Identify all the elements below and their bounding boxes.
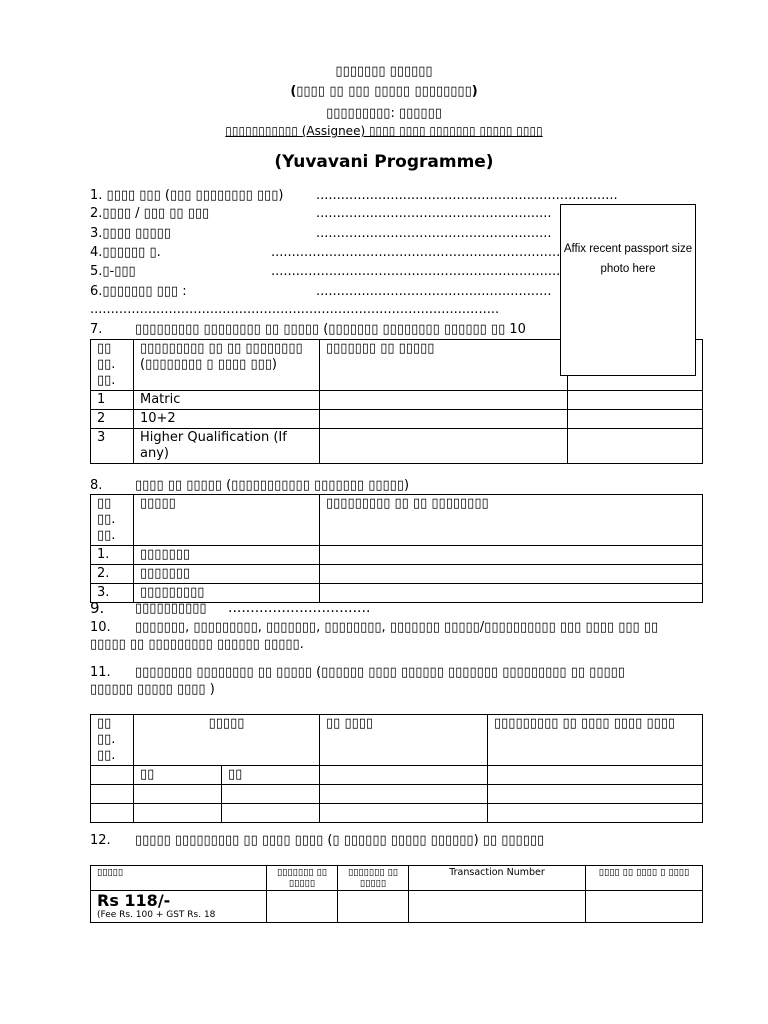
table-cell[interactable]	[320, 804, 488, 823]
fee-amount-cell	[91, 891, 267, 923]
language-table	[90, 494, 703, 603]
table-header: ▯▯ ▯▯▯▯	[320, 715, 488, 766]
fee-amount: Rs 118/-	[97, 891, 171, 910]
table-row	[91, 766, 703, 785]
table-row	[91, 429, 703, 464]
table-cell[interactable]	[338, 891, 409, 923]
photo-box-label: Affix recent passport size photo here	[563, 243, 693, 275]
section-11-number: 11.	[90, 665, 111, 680]
experience-table	[90, 714, 703, 823]
section-11-line2: ▯▯▯▯▯▯ ▯▯▯▯▯ ▯▯▯▯ )	[90, 682, 215, 697]
table-cell: 2.	[91, 565, 134, 584]
table-header: ▯▯ ▯▯. ▯▯.	[91, 495, 134, 546]
field-address-label: 6.▯▯▯▯▯▯▯ ▯▯▯ :	[90, 284, 187, 299]
table-cell: Higher Qualification (If any)	[134, 429, 320, 464]
table-cell	[91, 766, 134, 785]
table-header: ▯▯▯▯▯▯▯▯▯ ▯▯ ▯▯ ▯▯▯▯▯▯▯▯	[320, 495, 703, 546]
table-row	[91, 410, 703, 429]
field-mobile-input[interactable]: ......................................................................	[271, 245, 561, 260]
table-row	[91, 804, 703, 823]
field-father-name-label: 2.▯▯▯▯ / ▯▯▯ ▯▯ ▯▯▯	[90, 206, 210, 221]
table-header: ▯▯▯▯ ▯▯ ▯▯▯▯ ▯ ▯▯▯▯	[586, 866, 703, 891]
office-subtitle: (▯▯▯▯ ▯▯ ▯▯▯ ▯▯▯▯▯ ▯▯▯▯▯▯▯▯)	[290, 84, 478, 99]
table-cell[interactable]	[568, 410, 703, 429]
table-header: ▯▯▯▯▯▯▯▯▯ ▯▯ ▯▯ ▯▯▯▯▯▯▯▯ (▯▯▯▯▯▯▯▯ ▯ ▯▯▯▯ ▯▯▯)	[134, 340, 320, 391]
field-dob-label: 3.▯▯▯▯ ▯▯▯▯▯	[90, 226, 171, 241]
field-email-label: 5.▯-▯▯▯	[90, 264, 136, 279]
table-cell: Matric	[134, 391, 320, 410]
section-8-number: 8.	[90, 478, 103, 493]
field-name-label: 1. ▯▯▯▯ ▯▯▯ (▯▯▯ ▯▯▯▯▯▯▯▯ ▯▯▯)	[90, 188, 284, 203]
table-header: ▯▯▯▯▯▯▯ ▯▯ ▯▯▯▯▯	[267, 866, 338, 891]
section-7-title: ▯▯▯▯▯▯▯▯▯ ▯▯▯▯▯▯▯▯ ▯▯ ▯▯▯▯▯ (▯▯▯▯▯▯▯ ▯▯▯▯▯▯▯▯ ▯▯▯▯▯▯ ▯▯ 10	[135, 322, 526, 337]
table-cell[interactable]	[488, 804, 703, 823]
field-address-input[interactable]: .........................................................	[316, 284, 552, 299]
table-cell[interactable]	[222, 804, 320, 823]
table-cell[interactable]	[320, 546, 703, 565]
table-cell: 3	[91, 429, 134, 464]
table-header: ▯▯▯▯▯▯▯▯▯ ▯▯ ▯▯▯▯ ▯▯▯▯ ▯▯▯▯	[488, 715, 703, 766]
section-8-title: ▯▯▯▯ ▯▯ ▯▯▯▯▯ (▯▯▯▯▯▯▯▯▯▯▯ ▯▯▯▯▯▯▯ ▯▯▯▯▯)	[135, 478, 410, 493]
field-father-name-input[interactable]: .........................................................	[316, 206, 552, 221]
table-cell[interactable]	[568, 429, 703, 464]
section-11-line1: ▯▯▯▯▯▯▯▯ ▯▯▯▯▯▯▯▯ ▯▯ ▯▯▯▯▯ (▯▯▯▯▯▯ ▯▯▯▯ ▯▯▯▯▯▯ ▯▯▯▯▯▯▯ ▯▯▯▯▯▯▯▯▯ ▯▯ ▯▯▯▯▯	[135, 665, 625, 680]
table-cell: ▯▯▯▯▯▯▯▯▯	[134, 584, 320, 603]
address-continuation[interactable]: ...................................................................................................	[90, 302, 500, 317]
form-heading: ▯▯▯▯▯▯▯▯▯▯▯ (Assignee) ▯▯▯▯ ▯▯▯▯ ▯▯▯▯▯▯▯ ▯▯▯▯▯ ▯▯▯▯	[225, 124, 543, 138]
office-location: ▯▯▯▯▯▯▯▯▯: ▯▯▯▯▯▯	[326, 106, 442, 121]
table-cell[interactable]	[320, 410, 568, 429]
table-row	[91, 565, 703, 584]
section-10-line2: ▯▯▯▯▯ ▯▯ ▯▯▯▯▯▯▯▯▯ ▯▯▯▯▯▯ ▯▯▯▯▯.	[90, 637, 304, 652]
table-cell: 10+2	[134, 410, 320, 429]
table-header: ▯▯▯▯▯▯▯ ▯▯ ▯▯▯▯▯	[338, 866, 409, 891]
table-cell[interactable]	[320, 785, 488, 804]
table-cell[interactable]	[320, 429, 568, 464]
table-cell: 1	[91, 391, 134, 410]
table-cell[interactable]	[586, 891, 703, 923]
section-10-number: 10.	[90, 620, 111, 635]
table-row	[91, 891, 703, 923]
table-cell[interactable]	[320, 391, 568, 410]
table-cell: 3.	[91, 584, 134, 603]
table-row	[91, 584, 703, 603]
table-cell[interactable]	[320, 584, 703, 603]
section-12-number: 12.	[90, 833, 111, 848]
photo-box[interactable]	[560, 204, 696, 376]
section-9-label: ▯▯▯▯▯▯▯▯▯▯	[135, 601, 207, 616]
section-7-number: 7.	[90, 322, 103, 337]
table-cell[interactable]	[134, 804, 222, 823]
section-9-number: 9.	[90, 599, 105, 617]
table-header: ▯▯▯▯▯	[134, 715, 320, 766]
field-name-input[interactable]: .........................................................................	[316, 188, 618, 203]
table-cell[interactable]	[488, 766, 703, 785]
table-cell[interactable]	[222, 785, 320, 804]
field-dob-input[interactable]: .........................................................	[316, 226, 552, 241]
table-cell[interactable]	[409, 891, 586, 923]
table-cell: 1.	[91, 546, 134, 565]
section-10-line1: ▯▯▯▯▯▯▯, ▯▯▯▯▯▯▯▯▯, ▯▯▯▯▯▯▯, ▯▯▯▯▯▯▯▯, ▯▯▯▯▯▯▯ ▯▯▯▯▯/▯▯▯▯▯▯▯▯▯▯ ▯▯▯ ▯▯▯▯ ▯▯▯ ▯▯	[135, 620, 659, 635]
table-cell[interactable]	[267, 891, 338, 923]
table-row	[91, 546, 703, 565]
section-9-input[interactable]: ................................	[228, 600, 371, 616]
table-cell[interactable]	[568, 391, 703, 410]
table-header: ▯▯▯▯▯▯▯ ▯▯ ▯▯▯▯▯	[320, 340, 568, 391]
table-subheader: ▯▯	[222, 766, 320, 785]
field-mobile-label: 4.▯▯▯▯▯▯ ▯.	[90, 245, 161, 260]
table-cell[interactable]	[488, 785, 703, 804]
fee-table	[90, 865, 703, 923]
table-row	[91, 785, 703, 804]
table-cell[interactable]	[320, 565, 703, 584]
table-cell[interactable]	[320, 766, 488, 785]
table-header: ▯▯▯▯▯	[91, 866, 267, 891]
fee-breakdown: (Fee Rs. 100 + GST Rs. 18	[97, 910, 216, 920]
table-subheader: ▯▯	[134, 766, 222, 785]
table-cell[interactable]	[134, 785, 222, 804]
table-header: Transaction Number	[409, 866, 586, 891]
table-cell: 2	[91, 410, 134, 429]
field-email-input[interactable]: ......................................................................	[271, 264, 561, 279]
table-cell[interactable]	[91, 804, 134, 823]
programme-title: (Yuvavani Programme)	[274, 152, 494, 172]
table-cell: ▯▯▯▯▯▯▯	[134, 546, 320, 565]
table-header: ▯▯ ▯▯. ▯▯.	[91, 715, 134, 766]
table-header: ▯▯▯▯▯	[134, 495, 320, 546]
table-row	[91, 391, 703, 410]
table-cell: ▯▯▯▯▯▯▯	[134, 565, 320, 584]
section-12-title: ▯▯▯▯▯ ▯▯▯▯▯▯▯▯▯ ▯▯ ▯▯▯▯ ▯▯▯▯ (▯ ▯▯▯▯▯▯ ▯▯▯▯▯ ▯▯▯▯▯▯) ▯▯ ▯▯▯▯▯▯	[135, 833, 545, 848]
office-name: ▯▯▯▯▯▯▯ ▯▯▯▯▯▯	[335, 64, 433, 79]
table-cell[interactable]	[91, 785, 134, 804]
table-header: ▯▯ ▯▯. ▯▯.	[91, 340, 134, 391]
